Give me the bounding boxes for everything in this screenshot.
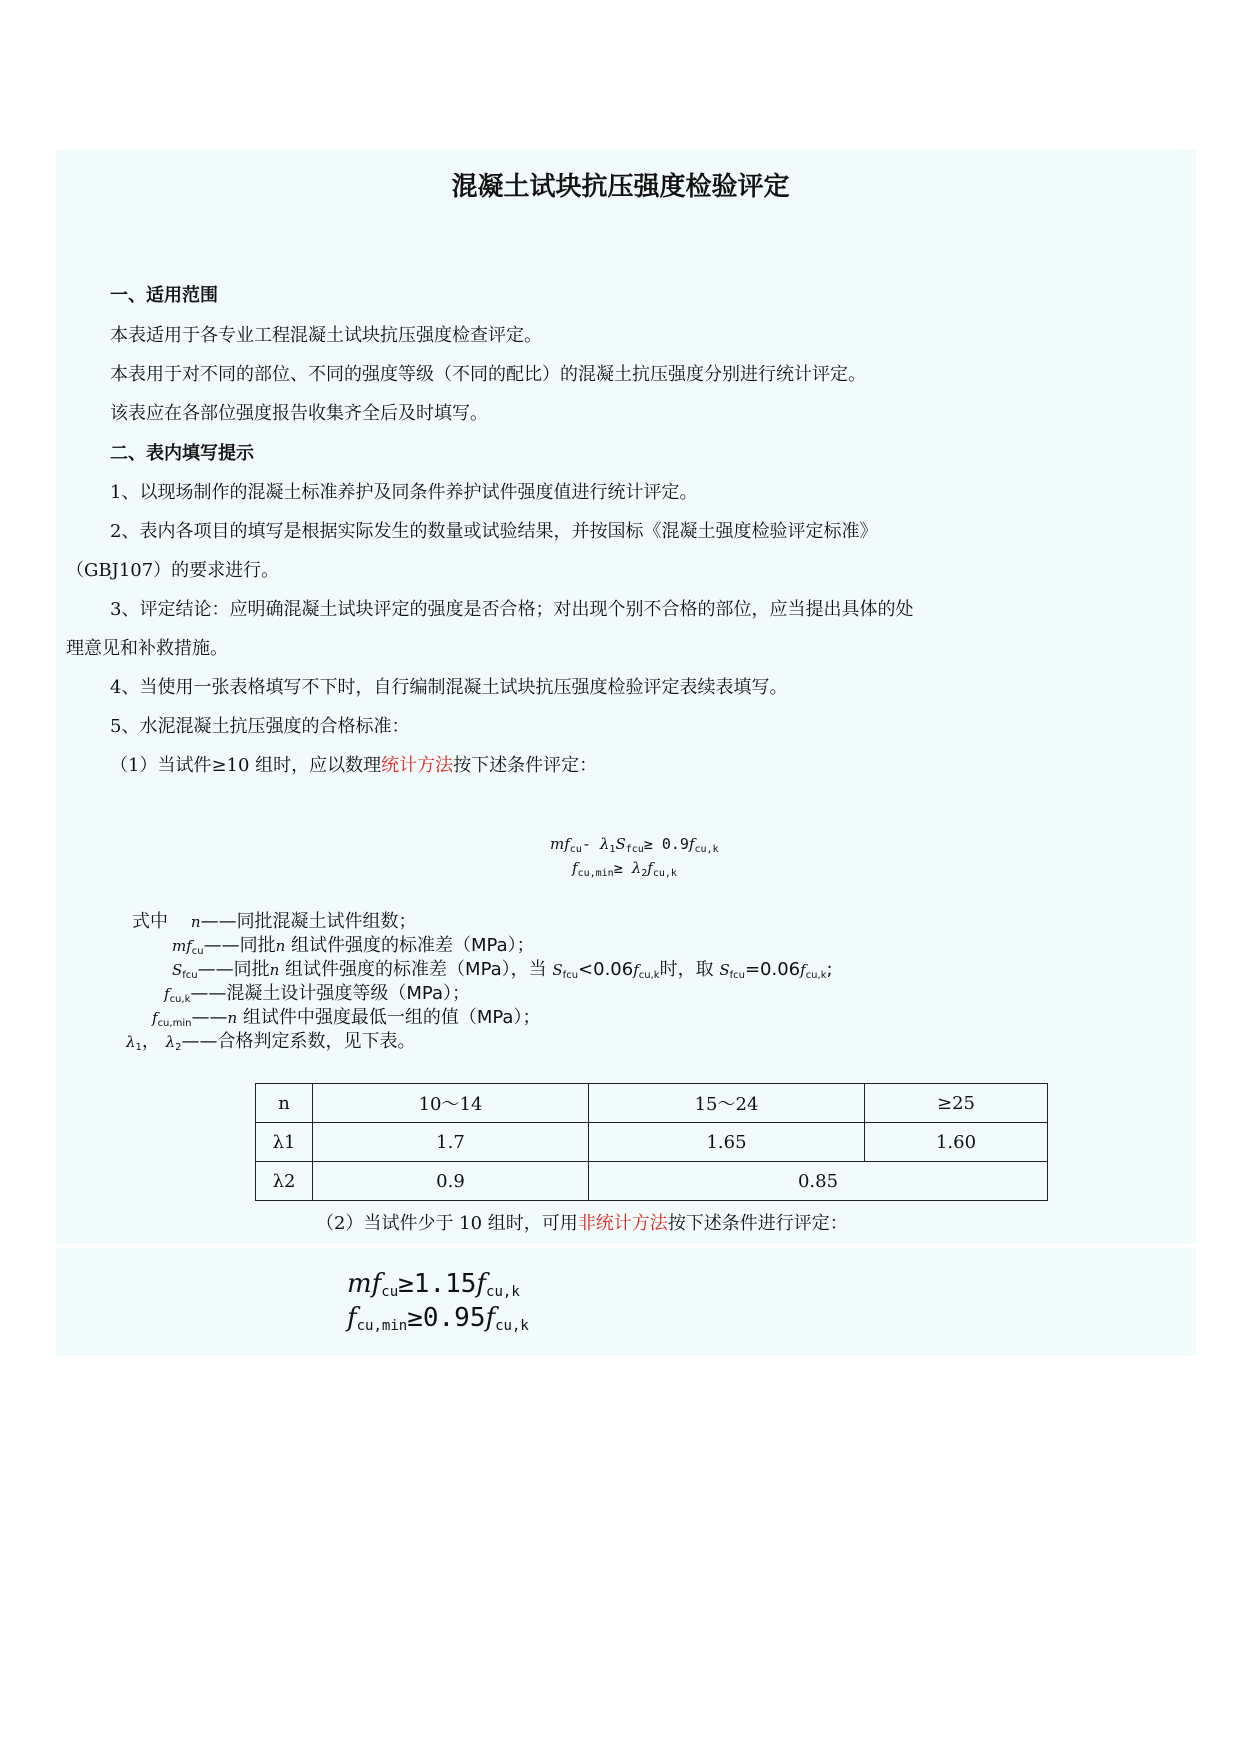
lambda-coefficient-table <box>255 1083 1048 1201</box>
section1-line: 该表应在各部位强度报告收集齐全后及时填写。 <box>110 403 488 424</box>
section1-heading: 一、适用范围 <box>110 285 218 306</box>
section1-line: 本表用于对不同的部位、不同的强度等级（不同的配比）的混凝土抗压强度分别进行统计评定。 <box>110 364 866 385</box>
table-cell: λ2 <box>256 1162 313 1201</box>
table-cell: 0.85 <box>589 1162 1048 1201</box>
table-header-cell: 10～14 <box>313 1084 589 1123</box>
definition-mfcu: $mf_{cu}——$同批n 组试件强度的标准差（MPa）； <box>172 935 535 957</box>
section2-item-4: 4、当使用一张表格填写不下时，自行编制混凝土试块抗压强度检验评定表续表填写。 <box>110 677 788 698</box>
table-row <box>256 1162 1048 1201</box>
table-cell: 1.7 <box>313 1123 589 1162</box>
definition-fcuk: $f_{cu,k}——$混凝土设计强度等级（MPa）； <box>164 983 470 1005</box>
case1-line: （1）当试件≥10 组时，应以数理统计方法按下述条件评定： <box>110 755 598 776</box>
definition-n: 式中 n——同批混凝土试件组数； <box>132 911 417 932</box>
definition-fcumin: $f_{cu,min}——n$ 组试件中强度最低一组的值（MPa）； <box>152 1007 541 1029</box>
statistical-method-highlight: 统计方法 <box>381 755 454 776</box>
formula2-line1: $mf_{cu}\ge 1.15f_{cu,k}$ <box>347 1269 520 1300</box>
definition-sfcu: $S_{fcu}——$同批n 组试件强度的标准差（MPa），当 $S_{fcu}<0.06f_{cu,k}$时，取 $S_{fcu}=0.06f_{cu,k}$; <box>172 959 833 981</box>
section2-item-3: 3、评定结论：应明确混凝土试块评定的强度是否合格；对出现个别不合格的部位，应当提出具体的处 <box>110 599 914 620</box>
formula-panel <box>56 1248 1196 1356</box>
table-cell: 0.9 <box>313 1162 589 1201</box>
table-cell: 1.60 <box>865 1123 1048 1162</box>
formula1-line1: $mf_{cu}-$ $\lambda_1S_{fcu}\ge 0.9f_{cu,k}$ <box>550 835 719 855</box>
table-row <box>256 1123 1048 1162</box>
table-header-cell: ≥25 <box>865 1084 1048 1123</box>
section2-heading: 二、表内填写提示 <box>110 443 254 464</box>
formula2-line2: $f_{cu,min}\ge 0.95f_{cu,k}$ <box>347 1303 529 1334</box>
non-statistical-method-highlight: 非统计方法 <box>577 1213 668 1234</box>
table-row <box>256 1084 1048 1123</box>
table-cell: λ1 <box>256 1123 313 1162</box>
formula1-line2: $f_{cu,min}\ge \lambda_2f_{cu,k}$ <box>572 859 677 879</box>
table-cell: 1.65 <box>589 1123 865 1162</box>
section1-line: 本表适用于各专业工程混凝土试块抗压强度检查评定。 <box>110 325 542 346</box>
section2-item-3-cont: 理意见和补救措施。 <box>66 638 228 659</box>
case2-line: （2）当试件少于 10 组时，可用非统计方法按下述条件进行评定： <box>316 1213 848 1234</box>
section2-item-2: 2、表内各项目的填写是根据实际发生的数量或试验结果，并按国标《混凝土强度检验评定标准》 <box>110 521 878 542</box>
section2-item-1: 1、以现场制作的混凝土标准养护及同条件养护试件强度值进行统计评定。 <box>110 482 698 503</box>
definition-lambda: $\lambda_1$， $\lambda_2——$合格判定系数，见下表。 <box>126 1031 416 1053</box>
section2-item-5: 5、水泥混凝土抗压强度的合格标准： <box>110 716 410 737</box>
page-title: 混凝土试块抗压强度检验评定 <box>451 172 790 202</box>
table-header-cell: n <box>256 1084 313 1123</box>
section2-item-2-cont: （GBJ107）的要求进行。 <box>66 560 280 581</box>
table-header-cell: 15～24 <box>589 1084 865 1123</box>
